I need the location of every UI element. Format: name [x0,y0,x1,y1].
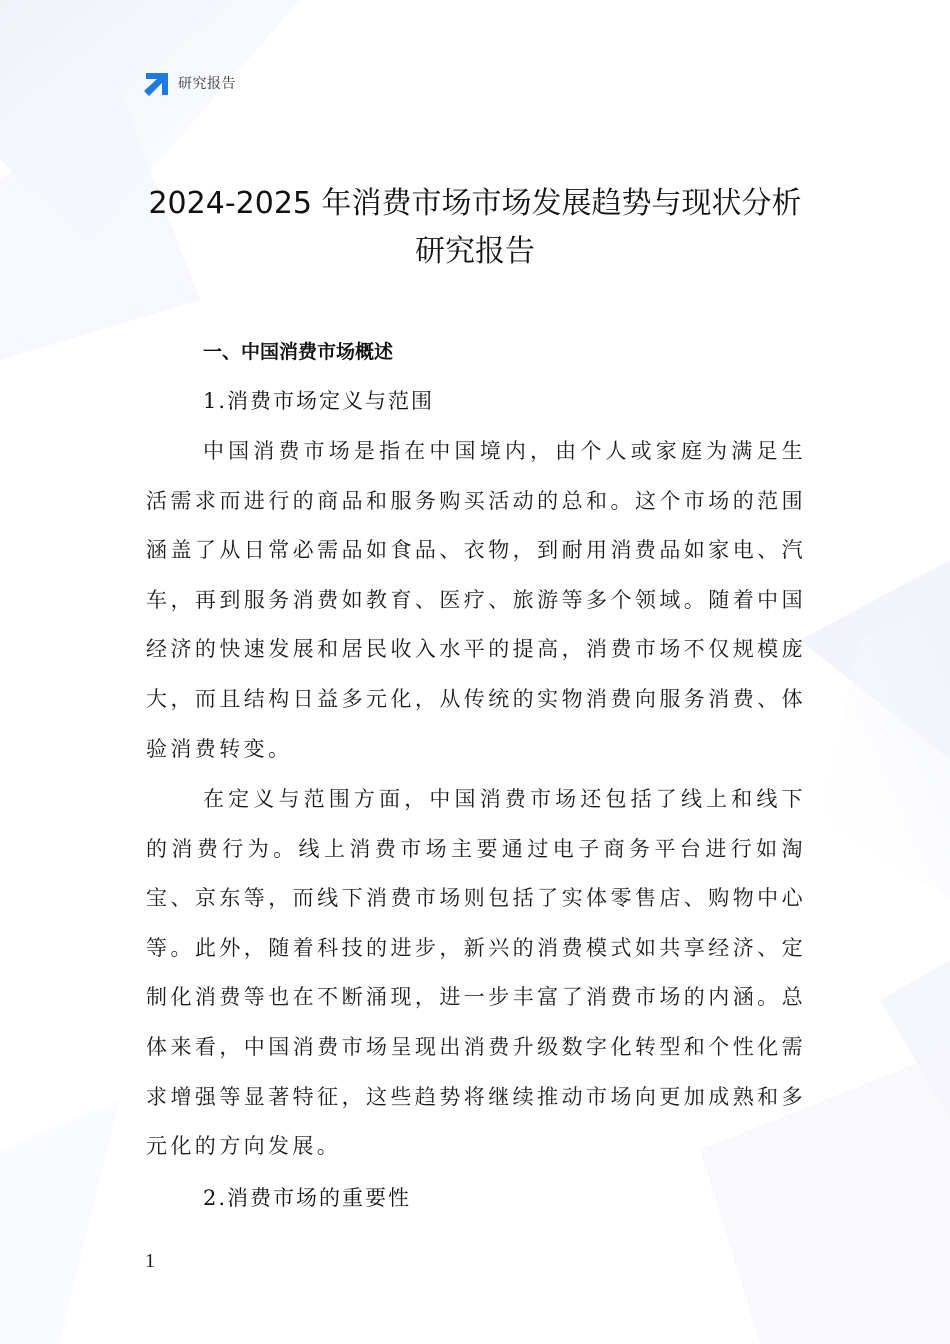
section-heading: 一、中国消费市场概述 [203,341,394,363]
page-number: 1 [145,1250,155,1272]
document-title [0,180,950,276]
paragraph-2: 在定义与范围方面，中国消费市场还包括了线上和线下的消费行为。线上消费市场主要通过电子商务平台进行如淘宝、京东等，而线下消费市场则包括了实体零售店、购物中心等。此外，随着科技的进步，新兴的消费模式如共享经济、定制化消费等也在不断涌现，进一步丰富了消费市场的内涵。总体来看，中国消费市场呈现出消费升级数字化转型和个性化需求增强等显著特征，这些趋势将继续推动市场向更加成熟和多元化的方向发展。 [146,787,806,1159]
subsection-heading-2: 2.消费市场的重要性 [203,1186,412,1210]
subsection-heading-1: 1.消费市场定义与范围 [203,389,435,413]
arrow-up-right-icon [143,70,171,96]
header [143,68,236,98]
title-line-1: 2024-2025 年消费市场市场发展趋势与现状分析 [148,186,802,221]
title-line-2: 研究报告 [415,234,535,269]
paragraph-1: 中国消费市场是指在中国境内，由个人或家庭为满足生活需求而进行的商品和服务购买活动的总和。这个市场的范围涵盖了从日常必需品如食品、衣物，到耐用消费品如家电、汽车，再到服务消费如教育、医疗、旅游等多个领域。随着中国经济的快速发展和居民收入水平的提高，消费市场不仅规模庞大，而且结构日益多元化，从传统的实物消费向服务消费、体验消费转变。 [146,439,806,761]
header-label: 研究报告 [178,76,236,92]
